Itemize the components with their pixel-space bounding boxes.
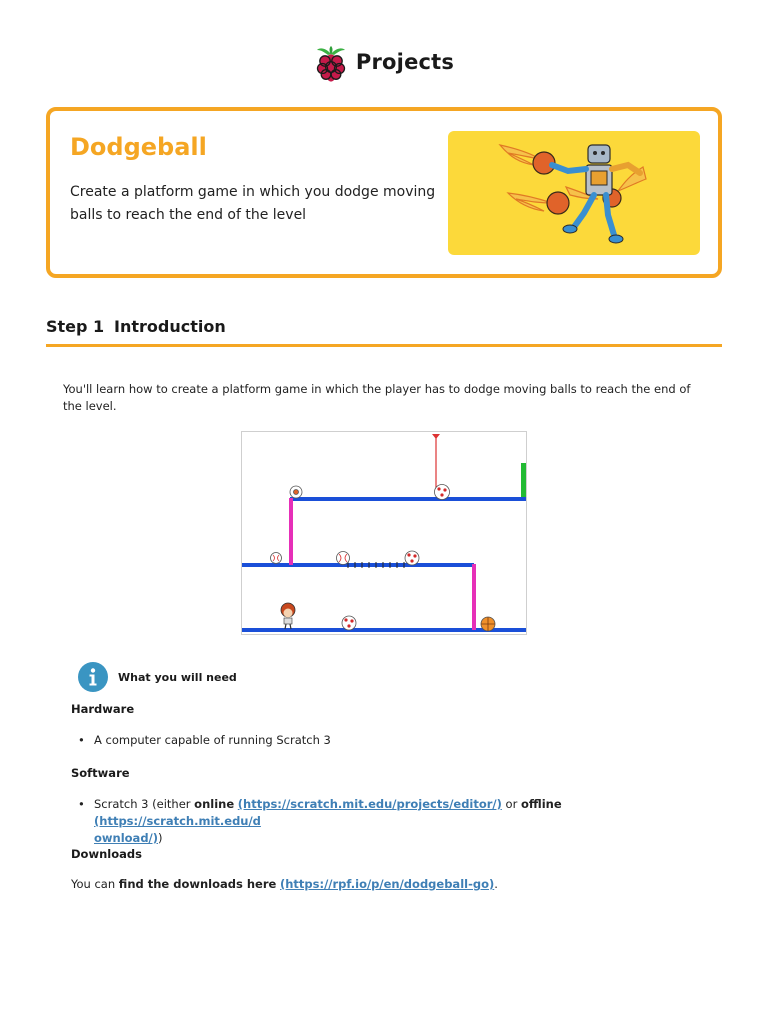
site-title: Projects [355,50,455,74]
downloads-bold: find the downloads here [118,877,277,891]
robot-dodging-balls-illustration [448,131,700,255]
software-item-text: Scratch 3 (either online (https://scratch.mit.edu/projects/editor/) or offline (https://scratch.mit.edu/d ownload/)) [94,797,562,845]
hardware-item-text: A computer capable of running Scratch 3 [94,733,331,747]
project-title: Dodgeball [70,133,207,161]
raspberry-pi-logo-icon [314,42,348,82]
step-heading [46,314,722,347]
project-card [46,107,722,278]
scratch-offline-link[interactable]: (https://scratch.mit.edu/d ownload/) [94,814,261,845]
intro-paragraph: You'll learn how to create a platform game in which the player has to dodge moving balls to reach the end of the level. [63,382,691,413]
what-you-need-callout [78,662,237,692]
step-title: Introduction [114,317,226,336]
game-preview [241,431,527,635]
dodgeball-game-screenshot [242,432,526,634]
step-number: Step 1 [46,317,105,336]
info-icon [78,662,108,692]
downloads-heading: Downloads [71,847,142,861]
hardware-heading: Hardware [71,702,135,716]
software-heading: Software [71,766,130,780]
downloads-paragraph: You can find the downloads here (https://rpf.io/p/en/dodgeball-go). [71,877,498,891]
what-you-need-label: What you will need [118,670,237,684]
downloads-link[interactable]: (https://rpf.io/p/en/dodgeball-go) [279,877,495,891]
online-label: online [194,797,235,811]
scratch-online-link[interactable]: (https://scratch.mit.edu/projects/editor/) [237,797,502,811]
offline-label: offline [520,797,562,811]
project-description: Create a platform game in which you dodge moving balls to reach the end of the level [70,184,436,223]
page-header [0,40,768,84]
project-image [448,131,700,255]
